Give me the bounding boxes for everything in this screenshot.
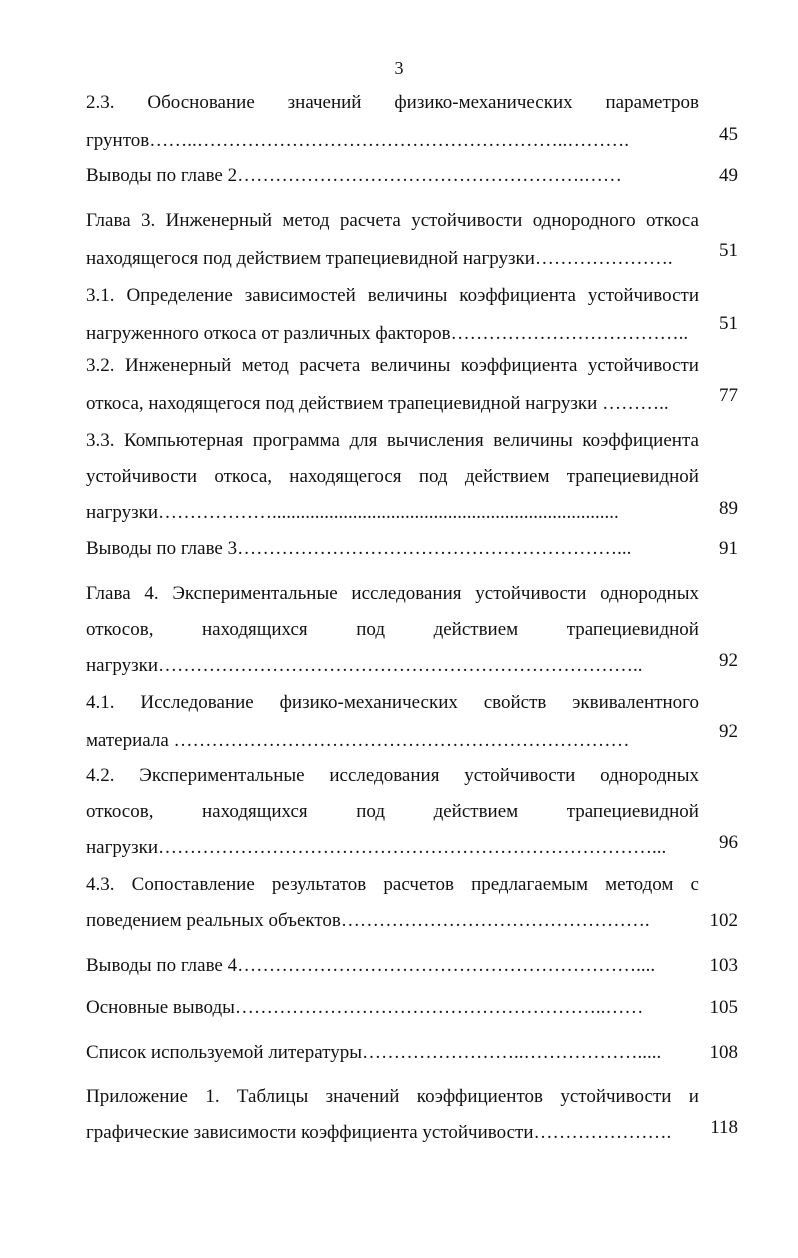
toc-entry[interactable] bbox=[86, 872, 738, 936]
toc-word: находящегося bbox=[289, 466, 402, 487]
toc-word: предлагаемым bbox=[471, 874, 588, 895]
toc-entry[interactable] bbox=[86, 1084, 738, 1148]
toc-page-number: 51 bbox=[719, 240, 738, 261]
toc-word: физико-механических bbox=[279, 692, 458, 713]
toc-word: Определение bbox=[126, 285, 233, 306]
toc-entry[interactable] bbox=[86, 283, 738, 349]
toc-word: исследования bbox=[351, 583, 462, 604]
toc-word: 3.1. bbox=[86, 285, 115, 306]
toc-word: Инженерный bbox=[124, 355, 232, 376]
toc-word: Сопоставление bbox=[131, 874, 255, 895]
toc-word: устойчивости bbox=[86, 466, 198, 487]
toc-entry-title-line bbox=[86, 283, 699, 309]
toc-word: методом bbox=[605, 874, 674, 895]
toc-word: 3.3. bbox=[86, 430, 115, 451]
toc-word: устойчивости bbox=[464, 765, 576, 786]
toc-entry-title-line bbox=[86, 690, 699, 716]
toc-word: с bbox=[690, 874, 699, 895]
toc-word: устойчивости bbox=[560, 1086, 672, 1107]
toc-word: величины bbox=[367, 285, 448, 306]
toc-word: физико-механических bbox=[394, 92, 573, 113]
toc-entry[interactable] bbox=[86, 581, 738, 681]
toc-entry[interactable] bbox=[86, 428, 738, 528]
toc-entry-leader-line: Основные выводы…………………………………………………..…… bbox=[86, 997, 644, 1018]
toc-word: Приложение bbox=[86, 1086, 188, 1107]
toc-word: устойчивости bbox=[475, 583, 587, 604]
toc-page-number: 51 bbox=[719, 313, 738, 334]
toc-entry-title-line bbox=[86, 617, 699, 643]
toc-word: действием bbox=[433, 801, 519, 822]
toc-entry-title-line bbox=[86, 872, 699, 898]
toc-word: Компьютерная bbox=[123, 430, 244, 451]
toc-entry[interactable] bbox=[86, 995, 738, 1023]
toc-word: Глава bbox=[86, 583, 131, 604]
toc-word: величины bbox=[493, 430, 573, 451]
toc-page-number: 91 bbox=[719, 538, 738, 559]
toc-word: метод bbox=[282, 210, 330, 231]
toc-word: устойчивости bbox=[411, 210, 523, 231]
toc-entry-leader-line: нагрузки………………......................................................................... bbox=[86, 502, 619, 523]
toc-word: значений bbox=[325, 1086, 400, 1107]
toc-word: однородных bbox=[600, 583, 699, 604]
toc-word: результатов bbox=[271, 874, 367, 895]
toc-word: трапециевидной bbox=[566, 619, 699, 640]
toc-word: откосов, bbox=[86, 801, 154, 822]
toc-entry-title-line bbox=[86, 464, 699, 490]
toc-entry[interactable] bbox=[86, 953, 738, 981]
toc-entry-title-line bbox=[86, 799, 699, 825]
toc-word: 3.2. bbox=[86, 355, 115, 376]
toc-entry-leader-line: Выводы по главе 2……………………………………………….…… bbox=[86, 165, 622, 186]
toc-entry-title-line bbox=[86, 90, 699, 116]
toc-word: под bbox=[418, 466, 448, 487]
toc-word: параметров bbox=[605, 92, 699, 113]
toc-word: 4. bbox=[144, 583, 159, 604]
toc-entry[interactable] bbox=[86, 90, 738, 156]
toc-page-number: 89 bbox=[719, 498, 738, 519]
toc-word: Исследование bbox=[140, 692, 254, 713]
toc-page-number: 45 bbox=[719, 124, 738, 145]
toc-word: коэффициента bbox=[460, 355, 578, 376]
toc-word: исследования bbox=[329, 765, 440, 786]
toc-word: вычисления bbox=[386, 430, 484, 451]
toc-word: 4.1. bbox=[86, 692, 115, 713]
toc-word: 1. bbox=[205, 1086, 220, 1107]
toc-word: программа bbox=[252, 430, 340, 451]
toc-entry-leader-line: откоса, находящегося под действием трапециевидной нагрузки ……….. bbox=[86, 393, 669, 414]
toc-word: зависимостей bbox=[244, 285, 356, 306]
toc-entry[interactable] bbox=[86, 763, 738, 863]
toc-word: устойчивости bbox=[587, 355, 699, 376]
toc-entry-leader-line: находящегося под действием трапециевидной нагрузки…………………. bbox=[86, 248, 673, 269]
toc-word: устойчивости bbox=[587, 285, 699, 306]
toc-entry-title-line bbox=[86, 1084, 699, 1110]
toc-page-number: 105 bbox=[709, 997, 738, 1018]
toc-word: для bbox=[349, 430, 378, 451]
toc-word: 3. bbox=[141, 210, 156, 231]
toc-entry[interactable] bbox=[86, 163, 738, 191]
toc-word: под bbox=[356, 619, 386, 640]
toc-page-number: 103 bbox=[709, 955, 738, 976]
toc-page-number: 92 bbox=[719, 650, 738, 671]
toc-page-number: 92 bbox=[719, 721, 738, 742]
toc-entry-leader-line: нагрузки……………………………………………………………………... bbox=[86, 837, 667, 858]
toc-word: 2.3. bbox=[86, 92, 115, 113]
toc-word: однородного bbox=[532, 210, 636, 231]
toc-entry-title-line bbox=[86, 208, 699, 234]
toc-word: свойств bbox=[483, 692, 547, 713]
toc-entry-title-line bbox=[86, 428, 699, 454]
toc-entry-leader-line: нагруженного откоса от различных факторов……………………………….. bbox=[86, 323, 689, 344]
toc-word: откоса, bbox=[214, 466, 273, 487]
toc-entry-leader-line: поведением реальных объектов…………………………………………. bbox=[86, 910, 650, 931]
toc-word: коэффициента bbox=[582, 430, 699, 451]
toc-word: 4.2. bbox=[86, 765, 115, 786]
toc-word: откоса bbox=[646, 210, 699, 231]
toc-entry-leader-line: Список используемой литературы……………………..………………..... bbox=[86, 1042, 662, 1063]
toc-word: трапециевидной bbox=[566, 466, 699, 487]
toc-entry-leader-line: графические зависимости коэффициента устойчивости…………………. bbox=[86, 1122, 672, 1143]
toc-entry[interactable] bbox=[86, 353, 738, 419]
toc-entry-title-line bbox=[86, 353, 699, 379]
toc-word: метод bbox=[241, 355, 289, 376]
toc-page-number: 108 bbox=[709, 1042, 738, 1063]
toc-word: Обоснование bbox=[147, 92, 255, 113]
toc-entry-title-line bbox=[86, 763, 699, 789]
toc-entry[interactable] bbox=[86, 536, 738, 564]
toc-word: величины bbox=[370, 355, 451, 376]
toc-entry-leader-line: Выводы по главе 3……………………………………………………... bbox=[86, 538, 632, 559]
toc-page-number: 102 bbox=[709, 910, 738, 931]
toc-entry[interactable] bbox=[86, 1040, 738, 1068]
toc-page-number: 118 bbox=[710, 1117, 738, 1138]
toc-entry-leader-line: грунтов……..…………………………………………………..………. bbox=[86, 130, 629, 151]
toc-word: и bbox=[688, 1086, 699, 1107]
toc-word: коэффициентов bbox=[416, 1086, 543, 1107]
toc-word: расчетов bbox=[383, 874, 454, 895]
toc-page-number: 96 bbox=[719, 832, 738, 853]
toc-word: Инженерный bbox=[165, 210, 273, 231]
toc-entry[interactable] bbox=[86, 208, 738, 274]
toc-entry-title-line bbox=[86, 581, 699, 607]
toc-page-number: 49 bbox=[719, 165, 738, 186]
toc-word: расчета bbox=[299, 355, 361, 376]
toc-word: расчета bbox=[339, 210, 401, 231]
toc-entry-leader-line: нагрузки………………………………………………………………….. bbox=[86, 655, 643, 676]
toc-word: Глава bbox=[86, 210, 131, 231]
toc-word: находящихся bbox=[202, 619, 308, 640]
toc-word: однородных bbox=[600, 765, 699, 786]
toc-word: Экспериментальные bbox=[139, 765, 305, 786]
toc-word: откосов, bbox=[86, 619, 154, 640]
toc-word: эквивалентного bbox=[572, 692, 699, 713]
page-number: 3 bbox=[394, 58, 404, 78]
toc-word: Экспериментальные bbox=[172, 583, 338, 604]
toc-word: под bbox=[356, 801, 386, 822]
toc-word: находящихся bbox=[202, 801, 308, 822]
toc-entry-leader-line: материала ……………………………………………………………… bbox=[86, 730, 630, 751]
toc-entry[interactable] bbox=[86, 690, 738, 756]
toc-word: Таблицы bbox=[236, 1086, 309, 1107]
toc-word: 4.3. bbox=[86, 874, 115, 895]
toc-word: значений bbox=[287, 92, 362, 113]
toc-word: коэффициента bbox=[459, 285, 576, 306]
toc-word: действием bbox=[433, 619, 519, 640]
toc-word: действием bbox=[464, 466, 550, 487]
toc-page-number: 77 bbox=[719, 385, 738, 406]
toc-word: трапециевидной bbox=[566, 801, 699, 822]
toc-entry-leader-line: Выводы по главе 4……………………………………………………….... bbox=[86, 955, 656, 976]
